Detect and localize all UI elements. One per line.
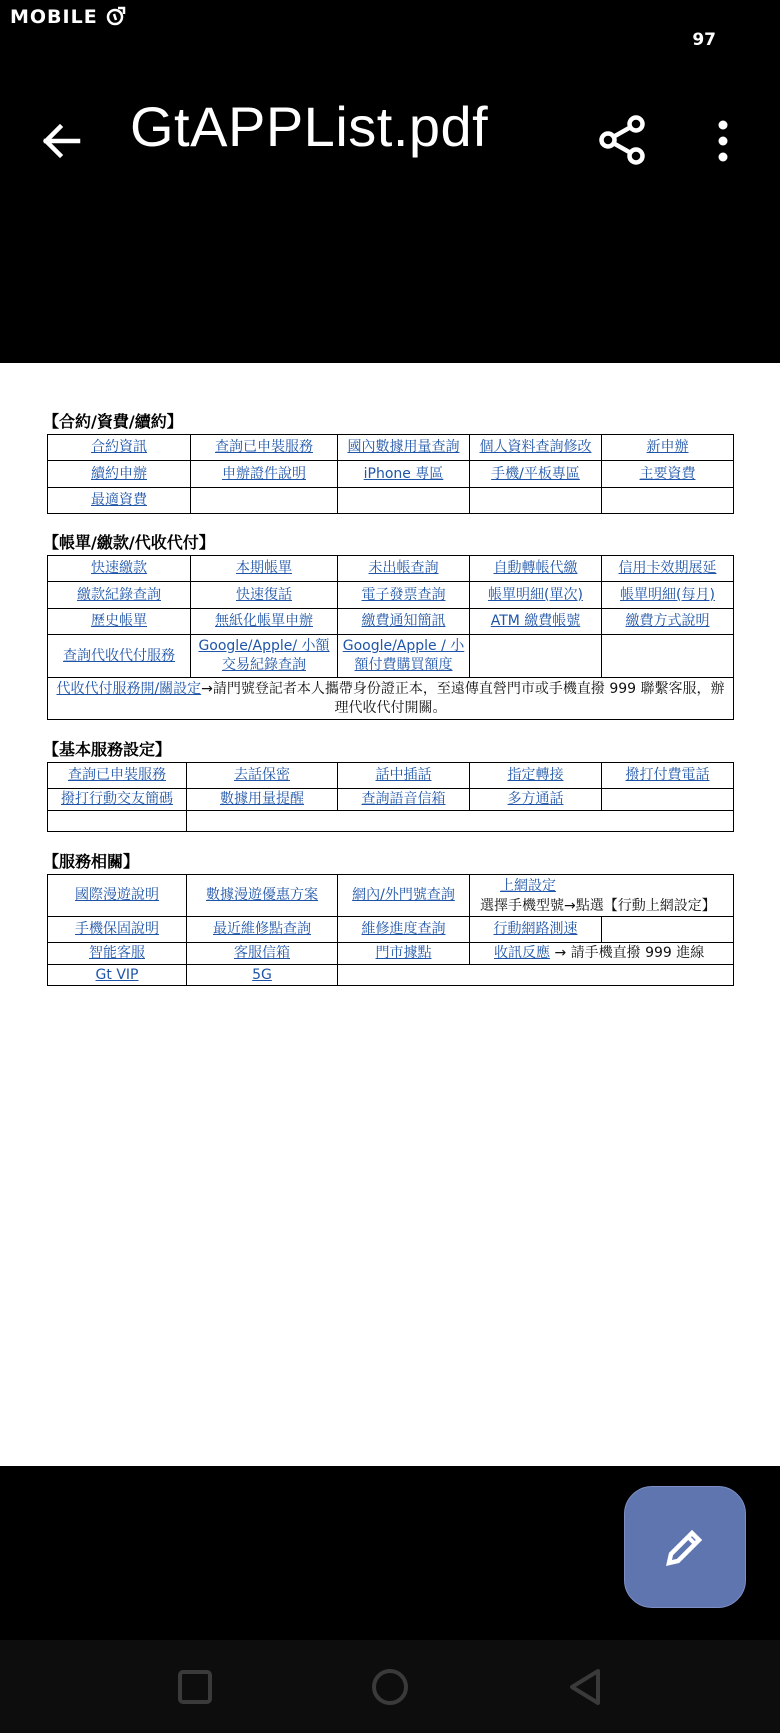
link-call-waiting[interactable]: 話中插話 xyxy=(375,767,432,783)
table-row xyxy=(48,488,734,514)
link-phone-tablet-zone[interactable]: 手機/平板專區 xyxy=(491,465,580,482)
link-quick-pay[interactable]: 快速繳款 xyxy=(91,560,147,576)
table-row xyxy=(48,582,734,609)
link-card-extension[interactable]: 信用卡效期展延 xyxy=(618,560,717,576)
link-micropay-limit[interactable]: Google/Apple / 小額付費購買額度 xyxy=(342,638,465,673)
contract-table xyxy=(47,434,734,514)
link-main-plans[interactable]: 主要資費 xyxy=(639,465,696,482)
link-unbilled-query[interactable]: 未出帳查詢 xyxy=(368,560,439,576)
link-5g[interactable]: 5G xyxy=(252,966,272,983)
link-warranty-info[interactable]: 手機保固說明 xyxy=(75,921,159,937)
link-documents[interactable]: 申辦證件說明 xyxy=(222,465,306,482)
status-bar xyxy=(0,0,780,70)
link-installed-services-2[interactable]: 查詢已申裝服務 xyxy=(68,767,166,783)
link-proxy-service-query[interactable]: 查詢代收代付服務 xyxy=(63,647,175,664)
table-row xyxy=(48,943,734,965)
link-quick-restore[interactable]: 快速復話 xyxy=(236,586,292,603)
link-internet-settings[interactable]: 上網設定 xyxy=(500,877,556,894)
system-nav-bar xyxy=(0,1640,780,1733)
watermark-logo-icon xyxy=(106,6,126,26)
battery-level: 97 xyxy=(692,30,716,50)
link-payment-history[interactable]: 繳款紀錄查詢 xyxy=(77,586,161,603)
link-micropay-history[interactable]: Google/Apple/ 小額交易紀錄查詢 xyxy=(198,638,330,673)
table-row xyxy=(48,875,734,917)
table-row xyxy=(48,609,734,635)
link-conference-call[interactable]: 多方通話 xyxy=(507,791,564,807)
section-billing xyxy=(43,531,733,720)
table-row xyxy=(48,461,734,488)
link-e-invoice[interactable]: 電子發票查詢 xyxy=(361,586,446,603)
table-row xyxy=(48,678,734,720)
link-voicemail[interactable]: 查詢語音信箱 xyxy=(361,791,446,807)
table-row xyxy=(48,965,734,986)
link-call-forwarding[interactable]: 指定轉接 xyxy=(507,767,564,783)
section-title: 【服務相關】 xyxy=(43,852,140,871)
section-contract xyxy=(43,410,733,514)
table-row xyxy=(48,789,734,811)
link-bill-detail-monthly[interactable]: 帳單明細(每月) xyxy=(620,586,715,603)
link-personal-info[interactable]: 個人資料查詢修改 xyxy=(479,439,592,455)
link-best-plan[interactable]: 最適資費 xyxy=(91,492,147,508)
link-speed-test[interactable]: 行動網路測速 xyxy=(493,921,578,937)
link-dating-shortcode[interactable]: 撥打行動交友簡碼 xyxy=(61,791,173,807)
link-service-mailbox[interactable]: 客服信箱 xyxy=(234,945,290,961)
link-new-application[interactable]: 新申辦 xyxy=(646,439,689,455)
document-title: GtAPPList.pdf xyxy=(130,95,489,158)
share-icon[interactable] xyxy=(598,114,648,166)
app-toolbar xyxy=(0,70,780,363)
section-title: 【合約/資費/續約】 xyxy=(43,412,183,431)
back-arrow-icon[interactable] xyxy=(38,118,84,164)
table-row xyxy=(48,917,734,943)
link-gt-vip[interactable]: Gt VIP xyxy=(95,966,139,983)
link-roaming-info[interactable]: 國際漫遊說明 xyxy=(75,887,159,903)
pdf-page xyxy=(0,363,780,1466)
link-iphone-zone[interactable]: iPhone 專區 xyxy=(363,465,444,482)
section-title: 【基本服務設定】 xyxy=(43,740,172,759)
more-options-icon[interactable] xyxy=(708,118,738,164)
link-premium-calls[interactable]: 撥打付費電話 xyxy=(625,767,710,783)
edit-fab-button[interactable] xyxy=(624,1486,746,1608)
home-circle-icon[interactable] xyxy=(369,1666,411,1708)
link-auto-debit[interactable]: 自動轉帳代繳 xyxy=(493,560,578,576)
link-renewal[interactable]: 續約申辦 xyxy=(91,465,147,482)
link-current-bill[interactable]: 本期帳單 xyxy=(236,560,292,576)
back-triangle-icon[interactable] xyxy=(564,1666,606,1708)
link-atm-account[interactable]: ATM 繳費帳號 xyxy=(490,613,581,629)
link-payment-methods[interactable]: 繳費方式說明 xyxy=(625,613,710,629)
link-data-alert[interactable]: 數據用量提醒 xyxy=(220,791,304,807)
link-signal-feedback[interactable]: 收訊反應 xyxy=(494,945,550,961)
link-contract-info[interactable]: 合約資訊 xyxy=(91,439,147,455)
watermark: MOBILE xyxy=(10,6,126,28)
service-table xyxy=(47,874,734,986)
link-domestic-data-usage[interactable]: 國內數據用量查詢 xyxy=(347,439,460,455)
link-roaming-plans[interactable]: 數據漫遊優惠方案 xyxy=(206,887,318,903)
signal-feedback-note: → 請手機直撥 999 進線 xyxy=(550,945,705,961)
internet-settings-note: 選擇手機型號→點選【行動上網設定】 xyxy=(480,897,716,914)
section-title: 【帳單/繳款/代收代付】 xyxy=(43,533,215,552)
link-caller-id-block[interactable]: 去話保密 xyxy=(234,767,290,783)
link-proxy-toggle[interactable]: 代收代付服務開/關設定 xyxy=(56,680,202,697)
basic-settings-table xyxy=(47,762,734,832)
link-repair-location[interactable]: 最近維修點查詢 xyxy=(213,921,311,937)
table-row xyxy=(48,811,734,832)
table-row xyxy=(48,435,734,461)
section-service xyxy=(43,850,733,986)
note-text: →請門號登記者本人攜帶身份證正本，至遠傳直營門市或手機直撥 999 聯繫客服，辦理代收代付開關。 xyxy=(201,680,725,716)
link-history-bill[interactable]: 歷史帳單 xyxy=(91,613,147,629)
bottom-area xyxy=(0,1466,780,1640)
section-basic-settings xyxy=(43,738,733,832)
table-row xyxy=(48,763,734,789)
table-row xyxy=(48,635,734,678)
link-onnet-query[interactable]: 網內/外門號查詢 xyxy=(352,887,455,903)
link-store-locations[interactable]: 門市據點 xyxy=(375,945,432,961)
link-payment-sms[interactable]: 繳費通知簡訊 xyxy=(361,613,446,629)
recents-square-icon[interactable] xyxy=(174,1666,216,1708)
link-installed-services[interactable]: 查詢已申裝服務 xyxy=(215,439,313,455)
billing-table xyxy=(47,555,734,720)
table-row xyxy=(48,556,734,582)
link-bill-detail-single[interactable]: 帳單明細(單次) xyxy=(488,586,583,603)
link-paperless-bill[interactable]: 無紙化帳單申辦 xyxy=(215,613,313,629)
pencil-icon xyxy=(663,1525,707,1569)
link-smart-service[interactable]: 智能客服 xyxy=(89,945,145,961)
link-repair-progress[interactable]: 維修進度查詢 xyxy=(361,921,446,937)
